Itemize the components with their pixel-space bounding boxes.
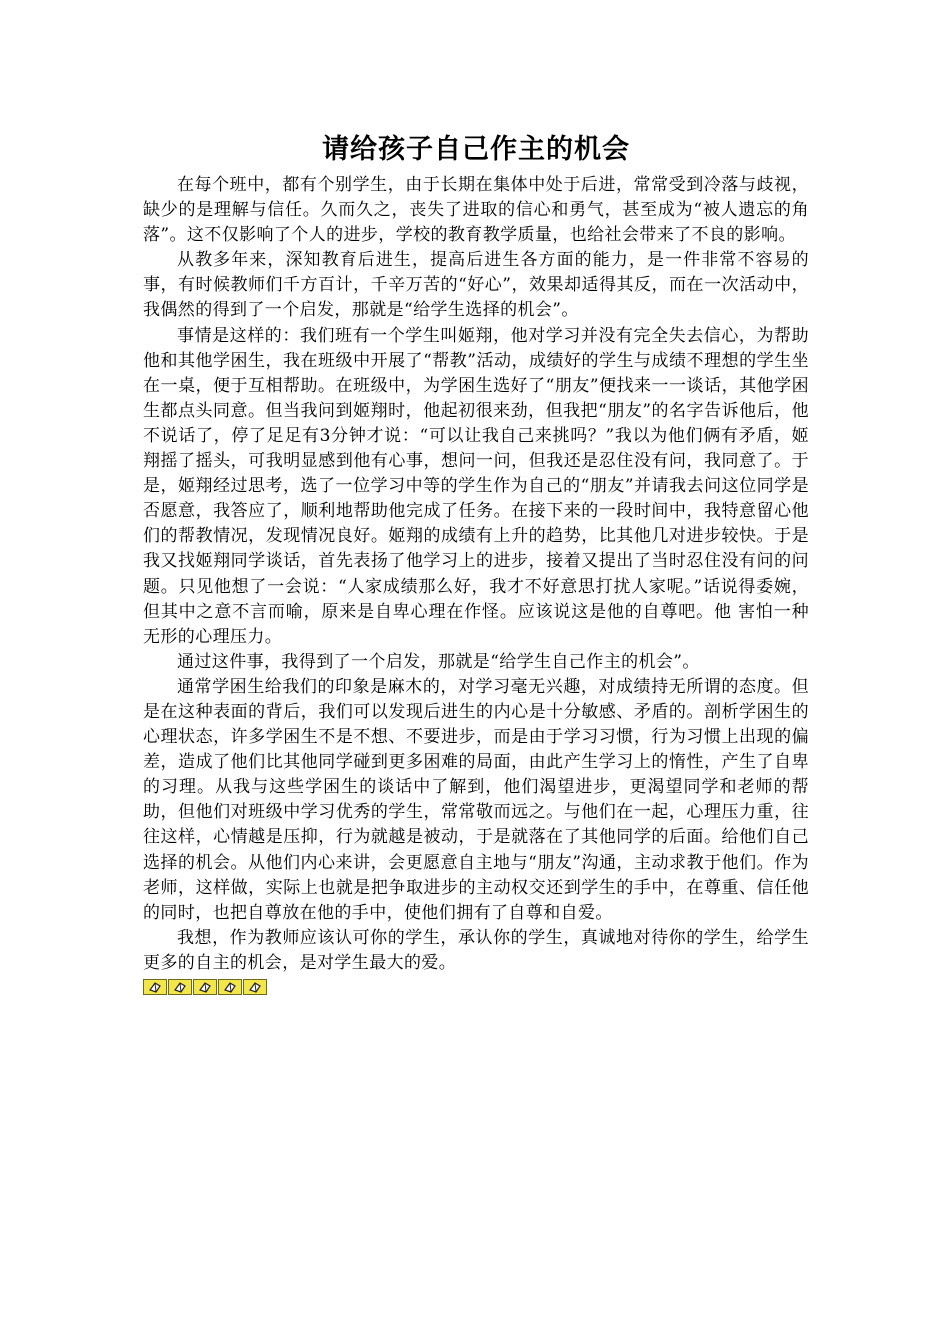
- book-icon: [193, 979, 217, 995]
- paragraph-6: 我想，作为教师应该认可你的学生，承认你的学生，真诚地对待你的学生，给学生更多的自主的机会，是对学生最大的爱。: [143, 927, 809, 973]
- paragraph-4: 通过这件事，我得到了一个启发，那就是“给学生自己作主的机会”。: [177, 651, 700, 672]
- paragraph-3: 事情是这样的：我们班有一个学生叫姬翔，他对学习并没有完全失去信心，为帮助他和其他学困生，我在班级中开展了“帮教”活动，成绩好的学生与成绩不理想的学生坐在一桌，便于互相帮助。在班级中，为学困生选好了“朋友”便找来一一谈话，其他学困生都点头同意。但当我问到姬翔时，他起初很来劲，但我把“朋友”的名字告诉他后，他不说话了，停了足足有3分钟才说：“可以让我自己来挑吗？”我以为他们俩有矛盾，姬翔摇了摇头，可我明显感到他有心事，想问一问，但我还是忍住没有问，我同意了。于是，姬翔经过思考，选了一位学习中等的学生作为自己的“朋友”并请我去问这位同学是否愿意，我答应了，顺利地帮助他完成了任务。在接下来的一段时间中，我特意留心他们的帮教情况，发现情况良好。姬翔的成绩有上升的趋势，比其他几对进步较快。于是我又找姬翔同学谈话，首先表扬了他学习上的进步，接着又提出了当时忍住没有问的问题。只见他想了一会说：“人家成绩那么好，我才不好意思打扰人家呢。”话说得委婉，但其中之意不言而喻，原来是自卑心理在作怪。应该说这是他的自尊吧。他 害怕一种无形的心理压力。: [143, 325, 809, 647]
- paragraph-2: 从教多年来，深知教育后进生，提高后进生各方面的能力，是一件非常不容易的事，有时候教师们千方百计，千辛万苦的“好心”，效果却适得其反，而在一次活动中，我偶然的得到了一个启发，那就是“给学生选择的机会”。: [143, 250, 809, 321]
- document-title: 请给孩子自己作主的机会: [322, 134, 630, 165]
- paragraph-1: 在每个班中，都有个别学生，由于长期在集体中处于后进，常常受到冷落与歧视，缺少的是理解与信任。久而久之，丧失了进取的信心和勇气，甚至成为“被人遗忘的角落”。这不仅影响了个人的进步，学校的教育教学质量，也给社会带来了不良的影响。: [143, 175, 809, 246]
- book-icon: [143, 979, 167, 995]
- decoration-row: [143, 979, 809, 995]
- paragraph-5: 通常学困生给我们的印象是麻木的，对学习毫无兴趣，对成绩持无所谓的态度。但是在这种表面的背后，我们可以发现后进生的内心是十分敏感、矛盾的。剖析学困生的心理状态，许多学困生不是不想、不要进步，而是由于学习习惯，行为习惯上出现的偏差，造成了他们比其他同学碰到更多困难的局面，由此产生学习上的惰性，产生了自卑的习理。从我与这些学困生的谈话中了解到，他们渴望进步，更渴望同学和老师的帮助，但他们对班级中学习优秀的学生，常常敬而远之。与他们在一起，心理压力重，往往这样，心情越是压抑，行为就越是被动，于是就落在了其他同学的后面。给他们自己选择的机会。从他们内心来讲，会更愿意自主地与“朋友”沟通，主动求教于他们。作为老师，这样做，实际上也就是把争取进步的主动权交还到学生的手中，在尊重、信任他的同时，也把自尊放在他的手中，使他们拥有了自尊和自爱。: [143, 676, 809, 923]
- book-icon: [218, 979, 242, 995]
- book-icon: [243, 979, 267, 995]
- document-body: [143, 173, 809, 976]
- book-icon: [168, 979, 192, 995]
- document-page: [143, 131, 809, 995]
